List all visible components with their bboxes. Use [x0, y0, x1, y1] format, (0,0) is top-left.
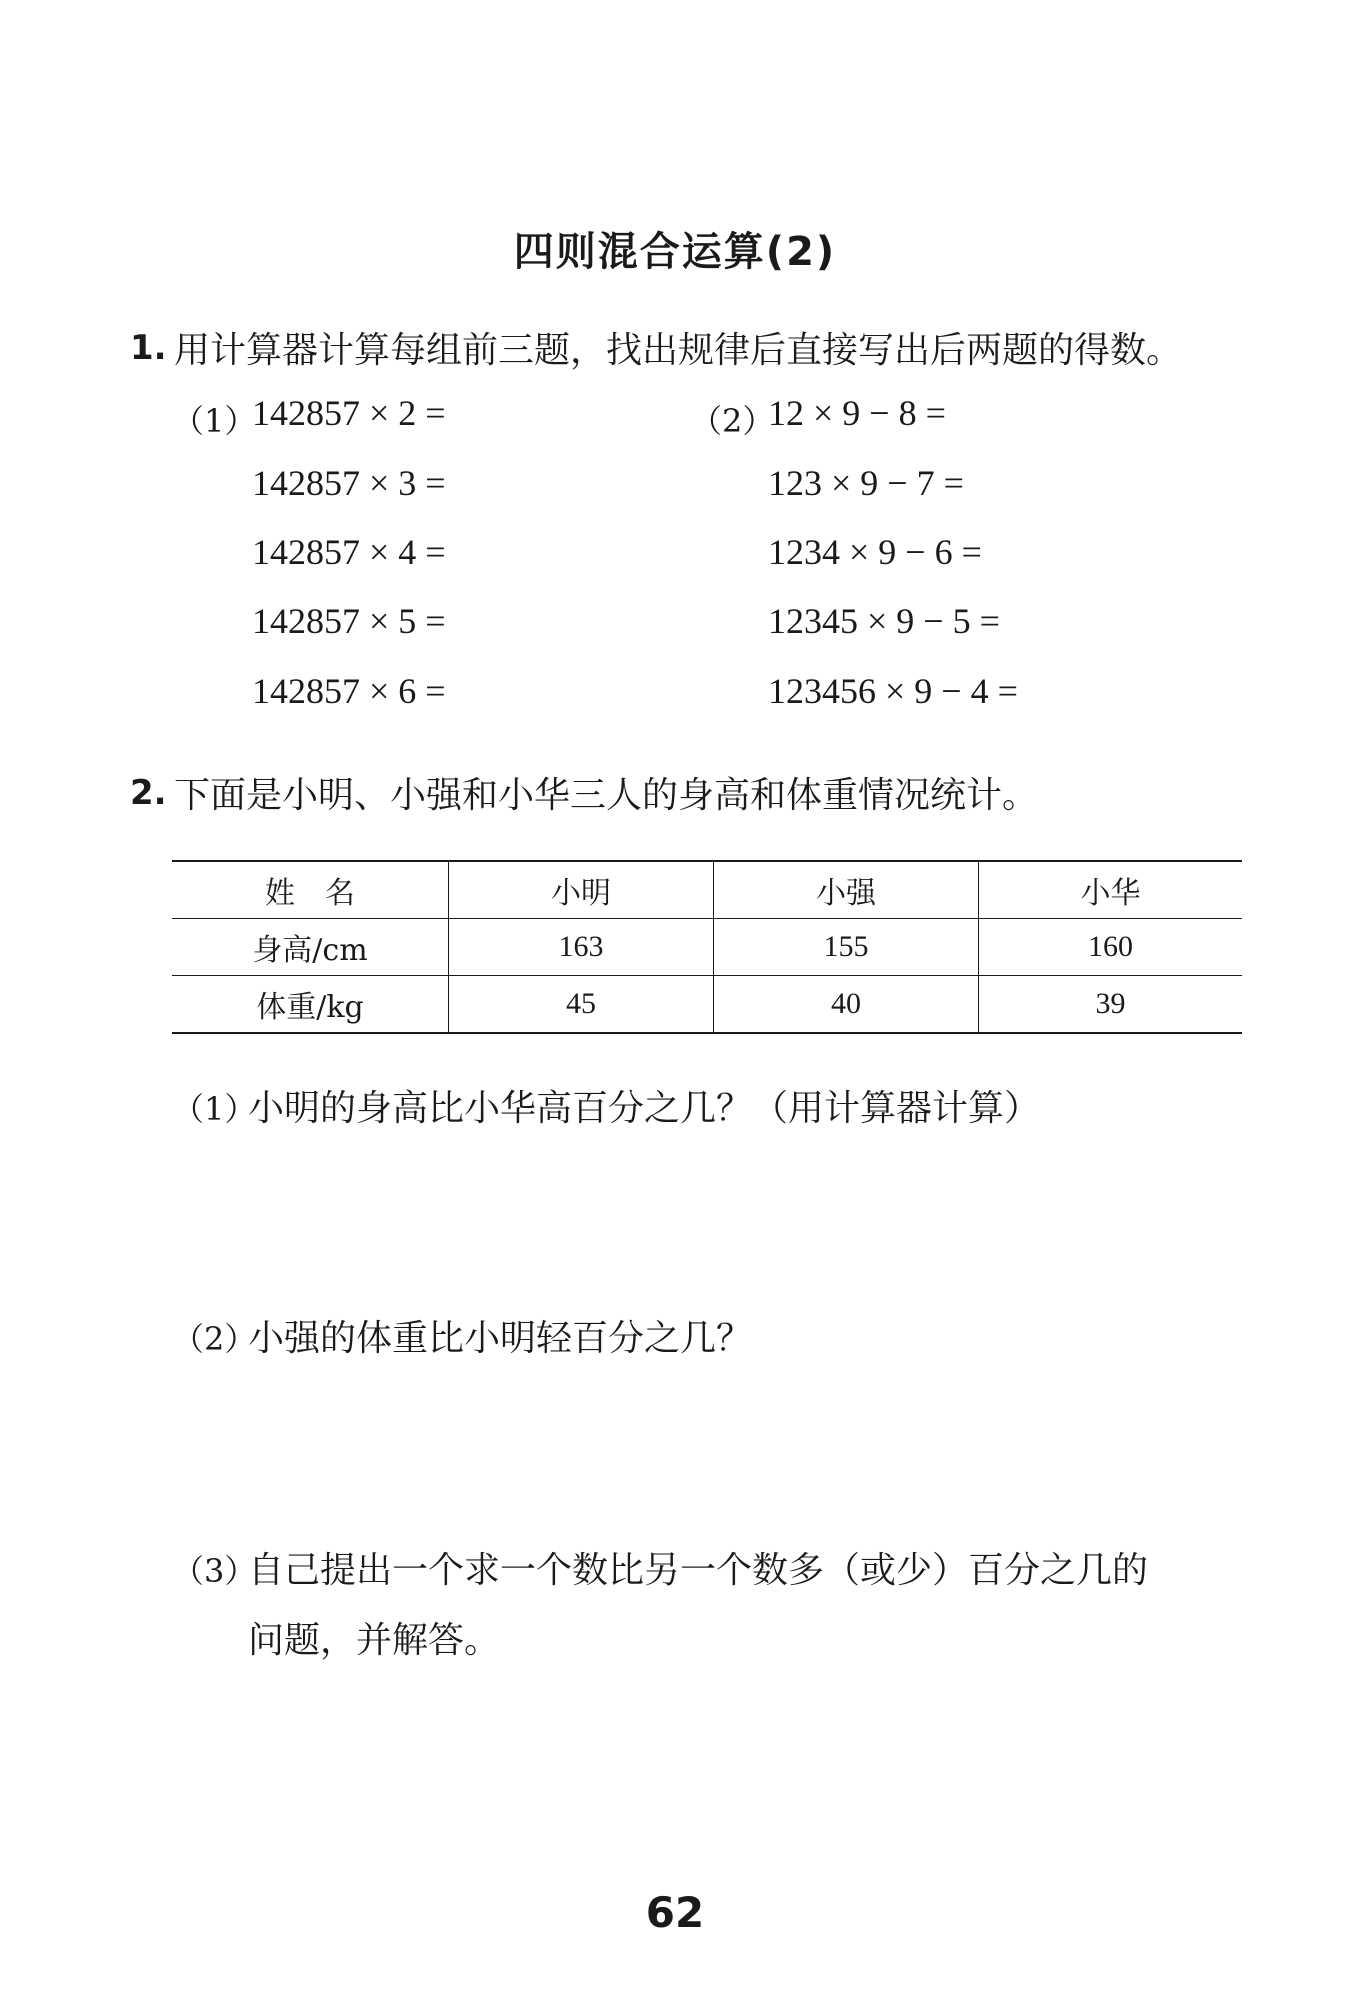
q1-group2-expr: 123 × 9 − 7 =	[768, 463, 964, 503]
page-number: 62	[645, 1888, 705, 1937]
q2-sub1-text: 小明的身高比小华高百分之几？（用计算器计算）	[248, 1088, 1041, 1129]
q1-group1-expr: 142857 × 2 =	[252, 393, 446, 433]
q1-group2-expr: 12345 × 9 − 5 =	[768, 601, 1000, 641]
table-row	[172, 976, 1242, 1034]
table-cell: 160	[979, 919, 1243, 976]
q1-group1-expr: 142857 × 4 =	[252, 532, 446, 572]
table-header-row	[172, 861, 1242, 919]
table-row	[172, 919, 1242, 976]
q2-sub2-text: 小强的体重比小明轻百分之几？	[248, 1318, 753, 1359]
table-header-cell: 小明	[449, 861, 714, 919]
page-title: 四则混合运算(2)	[513, 229, 837, 275]
table-header-cell: 小强	[714, 861, 979, 919]
question-2-number: 2.	[130, 773, 167, 813]
table-header-cell: 小华	[979, 861, 1243, 919]
stats-table	[172, 860, 1242, 1034]
table-cell: 39	[979, 976, 1243, 1034]
q2-sub3-label: （3）	[172, 1552, 257, 1590]
q1-group1-expr: 142857 × 3 =	[252, 463, 446, 503]
q2-sub3-text: 自己提出一个求一个数比另一个数多（或少）百分之几的	[248, 1550, 1149, 1591]
table-cell: 45	[449, 976, 714, 1034]
q2-sub3-text-line2: 问题，并解答。	[248, 1620, 501, 1661]
question-1-text: 用计算器计算每组前三题，找出规律后直接写出后两题的得数。	[174, 330, 1183, 371]
q1-group2-expr: 1234 × 9 − 6 =	[768, 532, 982, 572]
table-header-cell: 姓 名	[265, 876, 355, 911]
q1-group2-expr: 123456 × 9 − 4 =	[768, 671, 1018, 711]
q2-sub1-label: （1）	[172, 1090, 257, 1128]
table-cell: 40	[714, 976, 979, 1034]
q1-group2-expr: 12 × 9 − 8 =	[768, 393, 946, 433]
q1-group1-expr: 142857 × 5 =	[252, 601, 446, 641]
q1-group1-label: （1）	[172, 402, 257, 440]
q2-sub2-label: （2）	[172, 1320, 257, 1358]
table-cell: 163	[449, 919, 714, 976]
table-row-label: 体重/kg	[172, 976, 449, 1034]
q1-group1-expr: 142857 × 6 =	[252, 671, 446, 711]
table-cell: 155	[714, 919, 979, 976]
table-row-label: 身高/cm	[172, 919, 449, 976]
question-2-text: 下面是小明、小强和小华三人的身高和体重情况统计。	[174, 775, 1039, 816]
question-1-number: 1.	[130, 328, 167, 368]
q1-group2-label: （2）	[690, 402, 775, 440]
